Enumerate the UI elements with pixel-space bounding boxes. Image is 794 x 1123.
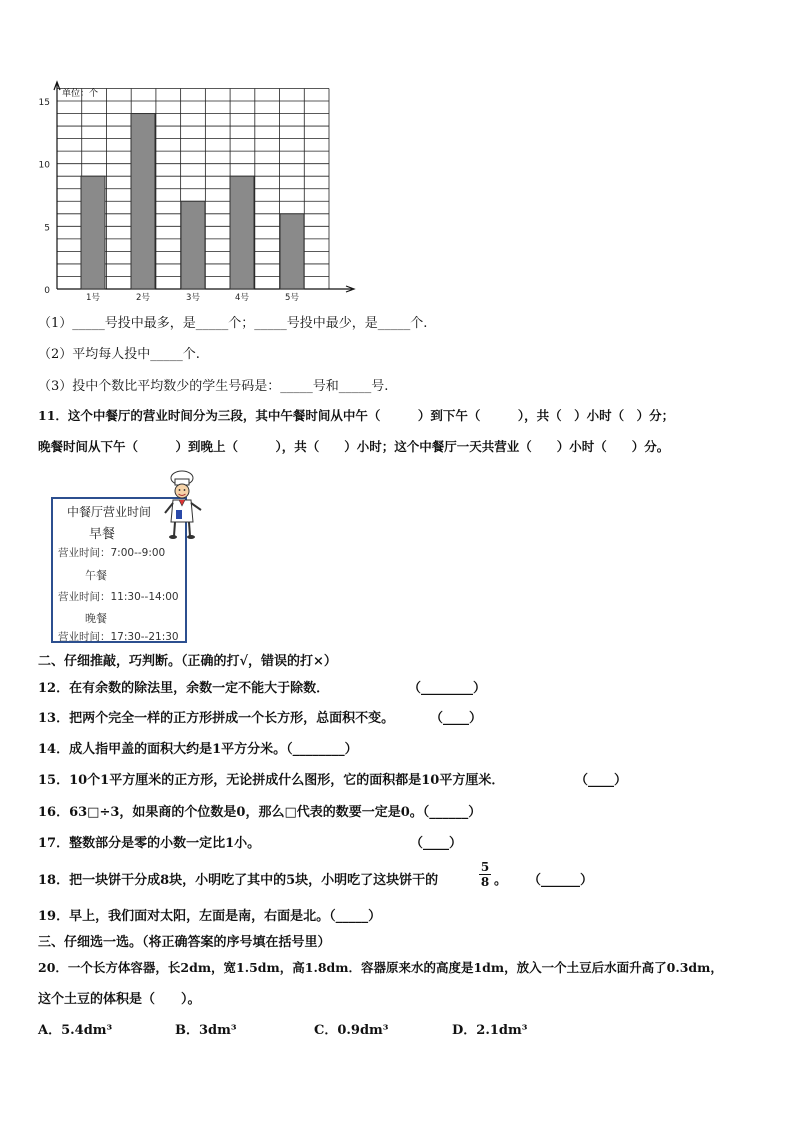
q17-text: 17．整数部分是零的小数一定比1小。 <box>38 836 261 851</box>
q13-text: 13．把两个完全一样的正方形拼成一个长方形，总面积不变。 <box>38 711 395 726</box>
q12-answer-blank[interactable]: （________） <box>408 681 487 696</box>
bar <box>230 176 254 289</box>
bar <box>181 201 205 289</box>
q18-text: 18．把一块饼干分成8块，小明吃了其中的5块，小明吃了这块饼干的 <box>38 873 439 888</box>
q15-answer-blank[interactable]: （____） <box>575 773 628 788</box>
schedule-title: 中餐厅营业时间 <box>67 505 152 519</box>
q10-part2: （2）平均每人投中_____个. <box>38 347 200 362</box>
q11-line2: 晚餐时间从下午（ ）到晚上（ ），共（ ）小时；这个中餐厅一天共营业（ ）小时（ ）分。 <box>38 439 670 454</box>
x-category-label: 4号 <box>235 293 249 303</box>
q18-fraction <box>479 860 491 889</box>
q17-answer-blank[interactable]: （____） <box>410 836 463 851</box>
q18-denominator: 8 <box>480 875 490 889</box>
chef-illustration <box>160 470 206 542</box>
q10-part3: （3）投中个数比平均数少的学生号码是：_____号和_____号. <box>38 379 389 394</box>
chart-ylabel: 单位：个 <box>62 89 99 99</box>
section3-heading: 三、仔细选一选。（将正确答案的序号填在括号里） <box>38 935 331 950</box>
q13-answer-blank[interactable]: （____） <box>430 711 483 726</box>
x-category-label: 5号 <box>285 293 299 303</box>
y-tick-label: 5 <box>44 223 50 234</box>
chart-category-labels <box>86 292 299 303</box>
q20-line2: 这个土豆的体积是（ ）。 <box>38 992 201 1007</box>
x-category-label: 1号 <box>86 293 100 303</box>
schedule-breakfast-time: 营业时间：7:00--9:00 <box>58 547 166 559</box>
q20-option-a[interactable]: A．5.4dm³ <box>38 1023 113 1038</box>
q20-options <box>38 1019 558 1037</box>
q20-option-c[interactable]: C．0.9dm³ <box>314 1023 389 1038</box>
q16-text: 16．63□÷3，如果商的个位数是0，那么□代表的数要一定是0。（______） <box>38 805 482 820</box>
q19-text: 19．早上，我们面对太阳，左面是南，右面是北。（_____） <box>38 909 382 924</box>
q20-option-b[interactable]: B．3dm³ <box>175 1023 237 1038</box>
y-tick-label: 0 <box>44 286 50 296</box>
schedule-lunch: 午餐 <box>85 569 107 582</box>
schedule-dinner-time: 营业时间：17:30--21:30 <box>58 631 179 643</box>
section2-heading: 二、仔细推敲，巧判断。（正确的打√，错误的打×） <box>38 654 337 669</box>
q14-text: 14．成人指甲盖的面积大约是1平方分米。（________） <box>38 742 358 757</box>
bar-chart <box>0 0 794 310</box>
x-category-label: 3号 <box>186 293 200 303</box>
q18-answer-blank[interactable]: （______） <box>528 873 594 888</box>
y-tick-label: 10 <box>38 160 50 171</box>
bar <box>131 114 155 289</box>
chart-ticks <box>39 98 51 296</box>
x-category-label: 2号 <box>136 293 150 303</box>
q18-numerator: 5 <box>480 860 490 874</box>
q15-text: 15．10个1平方厘米的正方形，无论拼成什么图形，它的面积都是10平方厘米． <box>38 773 505 788</box>
schedule-dinner: 晚餐 <box>85 612 107 625</box>
bar <box>81 176 105 289</box>
bar <box>280 214 304 289</box>
q12-text: 12．在有余数的除法里，余数一定不能大于除数． <box>38 681 330 696</box>
schedule-lunch-time: 营业时间：11:30--14:00 <box>58 591 179 603</box>
schedule-breakfast: 早餐 <box>89 527 116 542</box>
q11-line1: 11．这个中餐厅的营业时间分为三段，其中午餐时间从中午（ ）到下午（ ），共（ ）小时（ ）分； <box>38 408 675 423</box>
y-tick-label: 15 <box>38 98 50 108</box>
q10-part1: （1）_____号投中最多，是_____个；_____号投中最少，是_____个. <box>38 316 428 331</box>
q20-line1: 20．一个长方体容器，长2dm，宽1.5dm，高1.8dm．容器原来水的高度是1dm，放入一个土豆后水面升高了0.3dm， <box>38 960 723 975</box>
q20-option-d[interactable]: D．2.1dm³ <box>452 1023 528 1038</box>
q18-period: 。 <box>494 873 508 888</box>
